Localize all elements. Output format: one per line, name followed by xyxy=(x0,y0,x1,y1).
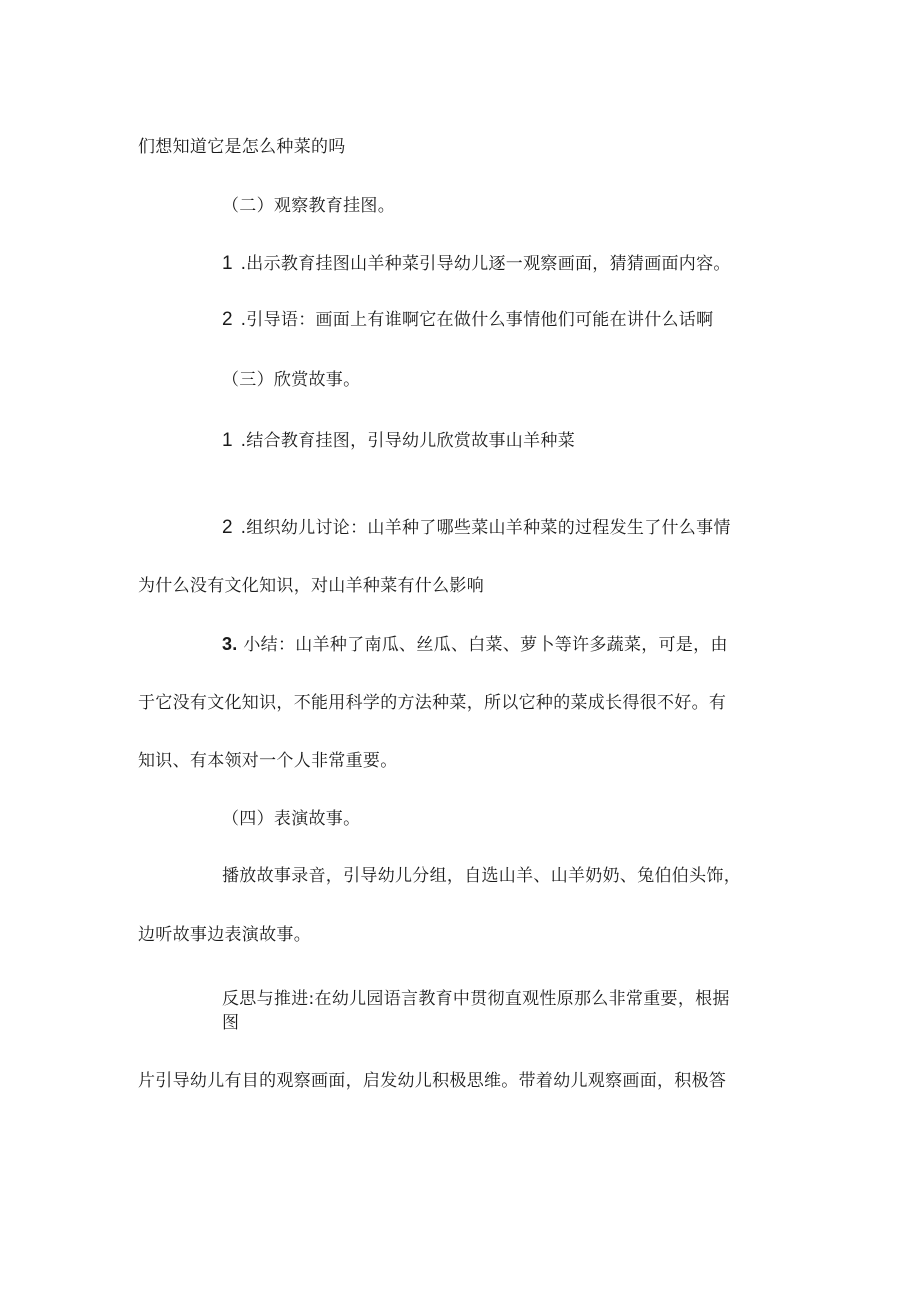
list-number: 2 xyxy=(222,309,233,330)
section-heading-3 xyxy=(222,370,360,390)
list-item-2-2 xyxy=(222,310,713,330)
section-heading-2 xyxy=(222,196,395,216)
reflection-paragraph xyxy=(222,989,730,1009)
reflection-wrap xyxy=(222,1013,239,1033)
list-item-3-1 xyxy=(222,431,575,451)
line-text: 于它没有文化知识，不能用科学的方法种菜，所以它种的菜成长得很不好。有 xyxy=(138,693,727,713)
text-line-1 xyxy=(138,137,346,157)
text-line-continuation xyxy=(138,1071,726,1091)
line-text: 边听故事边表演故事。 xyxy=(138,925,311,945)
text-line-continuation xyxy=(138,576,484,596)
line-text: （二）观察教育挂图。 xyxy=(222,196,395,216)
line-text: 反思与推进:在幼儿园语言教育中贯彻直观性原那么非常重要，根据 xyxy=(222,989,730,1009)
text-line-continuation xyxy=(138,751,398,771)
list-item-3-2 xyxy=(222,518,731,538)
line-text: 小结：山羊种了南瓜、丝瓜、白菜、萝卜等许多蔬菜，可是，由 xyxy=(243,635,728,655)
line-text: （四）表演故事。 xyxy=(222,809,361,829)
line-text: .结合教育挂图，引导幼儿欣赏故事山羊种菜 xyxy=(240,431,575,451)
line-text: .组织幼儿讨论：山羊种了哪些菜山羊种菜的过程发生了什么事情 xyxy=(240,518,731,538)
list-item-2-1 xyxy=(222,254,731,274)
line-text: .引导语：画面上有谁啊它在做什么事情他们可能在讲什么话啊 xyxy=(240,310,714,330)
paragraph-line xyxy=(222,866,741,886)
line-text: （三）欣赏故事。 xyxy=(222,370,361,390)
line-text: 片引导幼儿有目的观察画面，启发幼儿积极思维。带着幼儿观察画面，积极答 xyxy=(138,1071,727,1091)
list-number: 1 xyxy=(222,253,233,274)
line-text: 为什么没有文化知识，对山羊种菜有什么影响 xyxy=(138,576,484,596)
line-text: 们想知道它是怎么种菜的吗 xyxy=(138,137,346,157)
list-item-3-3 xyxy=(222,634,728,655)
list-number: 1 xyxy=(222,430,233,451)
list-number: 2 xyxy=(222,517,233,538)
line-text: 播放故事录音，引导幼儿分组，自选山羊、山羊奶奶、兔伯伯头饰， xyxy=(222,866,741,886)
line-text: 图 xyxy=(222,1013,240,1033)
line-text: .出示教育挂图山羊种菜引导幼儿逐一观察画面，猜猜画面内容。 xyxy=(240,254,731,274)
section-heading-4 xyxy=(222,809,360,829)
list-number: 3. xyxy=(222,634,238,654)
text-line-continuation xyxy=(138,925,311,945)
line-text: 知识、有本领对一个人非常重要。 xyxy=(138,751,398,771)
text-line-continuation xyxy=(138,693,726,713)
